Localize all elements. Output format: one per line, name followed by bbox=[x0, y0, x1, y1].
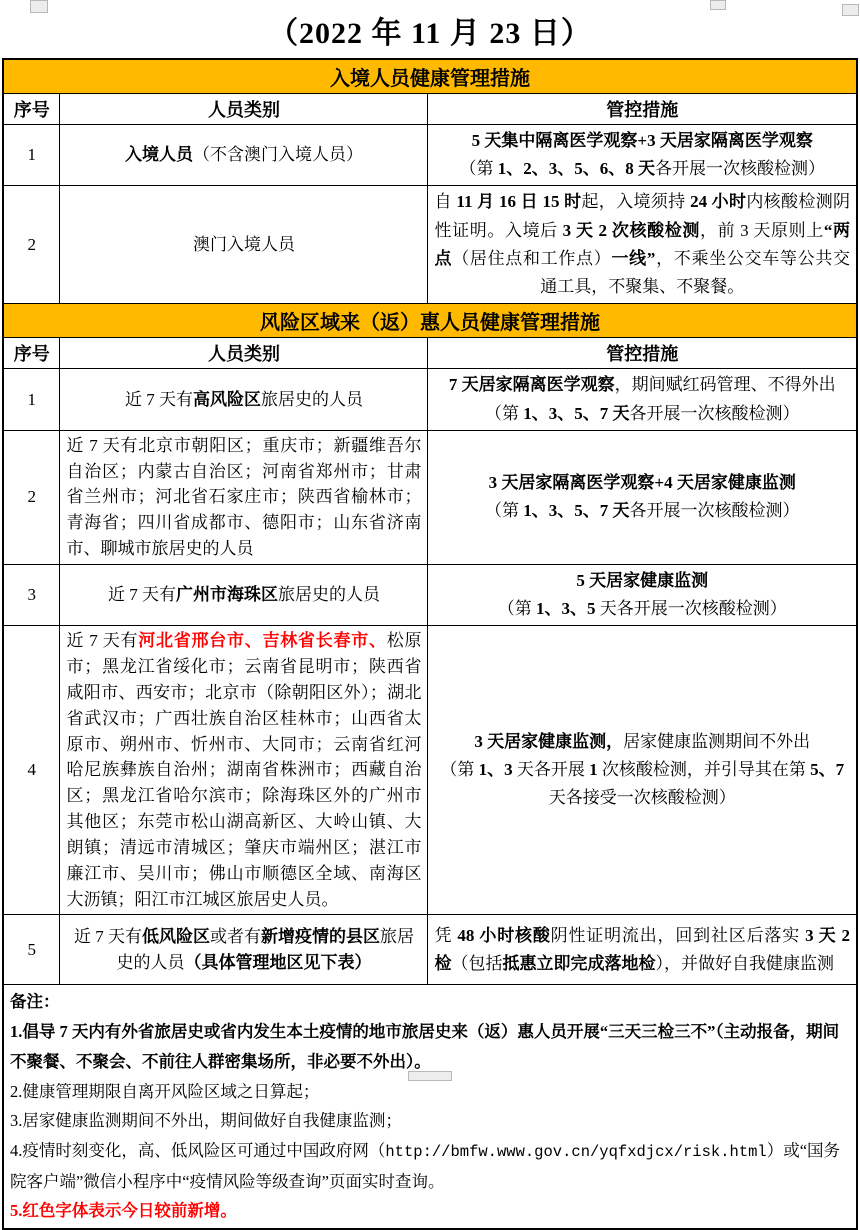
text-segment: 低风险区 bbox=[141, 927, 210, 947]
table-row bbox=[3, 915, 857, 985]
note-item bbox=[10, 1017, 850, 1076]
text-segment: 1 bbox=[589, 760, 598, 780]
notes-row bbox=[3, 985, 857, 1229]
text-segment: 一线” bbox=[611, 248, 656, 268]
text-segment: 1.倡导 7 天内有外省旅居史或省内发生本土疫情的地市旅居史来（返）惠人员开展“三天三检三不”（主动报备，期间不聚餐、不聚会、不前往人群密集场所，非必要不外出）。 bbox=[9, 1022, 840, 1071]
rich-text-line bbox=[434, 127, 850, 155]
text-segment: 3 天居家健康监测， bbox=[474, 732, 624, 752]
text-segment: 48 小时核酸 bbox=[457, 925, 551, 945]
text-segment: 河北省邢台市、吉林省长春市、 bbox=[138, 631, 387, 651]
row-number-cell: 5 bbox=[3, 915, 60, 985]
text-segment: 各开展一次核酸检测） bbox=[629, 403, 800, 423]
rich-text-line bbox=[434, 371, 850, 399]
text-segment: 5 天居家健康监测 bbox=[576, 570, 709, 590]
text-segment: 广州市海珠区 bbox=[175, 585, 278, 605]
section-header-row bbox=[3, 59, 857, 94]
person-category-cell bbox=[60, 125, 428, 186]
text-segment: 5.红色字体表示今日较前新增。 bbox=[9, 1201, 237, 1221]
table-row bbox=[3, 564, 857, 625]
person-category-cell bbox=[60, 915, 428, 985]
text-segment: 或者有 bbox=[209, 927, 261, 947]
text-segment: 近 7 天有 bbox=[107, 585, 176, 605]
text-segment: 旅居史的人员 bbox=[277, 585, 380, 605]
rich-text-line bbox=[434, 567, 850, 595]
screenshot-artifact bbox=[842, 4, 859, 16]
text-segment: 各开展一次核酸检测） bbox=[654, 159, 825, 179]
text-segment: 新增疫情的县区 bbox=[260, 927, 380, 947]
text-segment: 内核酸检测阴性证明。入境后 bbox=[434, 192, 851, 240]
text-segment: 4.疫情时刻变化，高、低风险区可通过中国政府网（ bbox=[9, 1140, 386, 1160]
text-segment: 近 7 天有 bbox=[73, 927, 142, 947]
table-row bbox=[3, 430, 857, 564]
rich-text-line bbox=[434, 155, 850, 183]
text-segment: （第 bbox=[459, 159, 498, 179]
text-segment: 阴性证明流出，回到社区后落实 bbox=[550, 925, 806, 945]
text-segment: 5、7 bbox=[810, 760, 845, 780]
column-header: 人员类别 bbox=[60, 338, 428, 369]
notes-block bbox=[3, 985, 857, 1229]
rich-text-line bbox=[66, 387, 421, 413]
section-title: 入境人员健康管理措施 bbox=[3, 59, 857, 94]
text-segment: 抵惠立即完成落地检 bbox=[502, 953, 656, 973]
rich-text-line bbox=[434, 756, 850, 812]
rich-text-line bbox=[434, 595, 850, 623]
screenshot-artifact bbox=[408, 1071, 452, 1081]
rich-text-line bbox=[10, 1136, 850, 1197]
text-segment: “两点 bbox=[434, 220, 851, 268]
control-measures-cell bbox=[428, 430, 857, 564]
note-item bbox=[10, 1106, 850, 1136]
screenshot-artifact bbox=[710, 0, 726, 10]
page-title: （2022 年 11 月 23 日） bbox=[268, 17, 592, 50]
table-row bbox=[3, 125, 857, 186]
column-header: 管控措施 bbox=[428, 338, 857, 369]
note-item bbox=[10, 1196, 850, 1226]
rich-text-line bbox=[66, 628, 421, 912]
rich-text-line bbox=[10, 1106, 850, 1136]
text-segment: 凭 bbox=[434, 925, 458, 945]
text-segment: 7 天居家隔离医学观察 bbox=[448, 375, 615, 395]
text-segment: 近 7 天有 bbox=[124, 389, 193, 409]
section-title: 风险区域来（返）惠人员健康管理措施 bbox=[3, 304, 857, 338]
row-number-cell: 1 bbox=[3, 369, 60, 430]
row-number-cell: 2 bbox=[3, 186, 60, 304]
rich-text-line bbox=[434, 728, 850, 756]
text-segment: 11 月 16 日 15 时 bbox=[456, 192, 582, 212]
control-measures-cell bbox=[428, 915, 857, 985]
text-segment: ），并做好自我健康监测 bbox=[655, 953, 834, 973]
control-measures-cell bbox=[428, 564, 857, 625]
rich-text-line bbox=[66, 142, 421, 168]
person-category-cell bbox=[60, 430, 428, 564]
text-segment: 各开展一次核酸检测） bbox=[629, 501, 800, 521]
text-segment: （第 bbox=[440, 760, 479, 780]
health-measures-table bbox=[2, 58, 858, 1230]
text-segment: （第 bbox=[497, 599, 536, 619]
text-segment: 3.居家健康监测期间不外出，期间做好自我健康监测； bbox=[9, 1111, 402, 1131]
text-segment: 天各接受一次核酸检测） bbox=[548, 788, 736, 808]
text-segment: 高风险区 bbox=[192, 389, 261, 409]
notes-label: 备注： bbox=[9, 992, 60, 1012]
text-segment: 3 天 2 次核酸检测 bbox=[562, 220, 700, 240]
text-segment: 天各开展一次核酸检测） bbox=[595, 599, 787, 619]
text-segment: 入境人员 bbox=[124, 145, 193, 165]
person-category-cell bbox=[60, 369, 428, 430]
rich-text-line bbox=[66, 232, 421, 258]
text-segment: 旅居史的人员 bbox=[116, 927, 414, 972]
text-segment: 松原市；黑龙江省绥化市；云南省昆明市；陕西省咸阳市、西安市；北京市（除朝阳区外）；湖北省武汉市；广西壮族自治区桂林市；山西省太原市、朔州市、忻州市、大同市；云南省红河哈尼族彝族自治州；湖南省株洲市；西藏自治区；黑龙江省哈尔滨市；除海珠区外的广州市其他区；东莞市松山湖高新区、大岭山镇、大朗镇；清远市清城区；肇庆市端州区；湛江市廉江市、吴川市；佛山市顺德区全域、南海区大沥镇；阳江市江城区旅居史人员。 bbox=[66, 631, 422, 909]
row-number-cell: 1 bbox=[3, 125, 60, 186]
rich-text-line bbox=[434, 469, 850, 497]
rich-text-line bbox=[434, 497, 850, 525]
column-header-row bbox=[3, 338, 857, 369]
text-segment: 自 bbox=[434, 192, 457, 212]
text-segment: 1、3 bbox=[478, 760, 513, 780]
text-segment: 居家健康监测期间不外出 bbox=[623, 732, 811, 752]
text-segment: 3 天居家隔离医学观察+4 天居家健康监测 bbox=[488, 473, 796, 493]
text-segment: 起，入境须持 bbox=[581, 192, 691, 212]
table-row bbox=[3, 186, 857, 304]
control-measures-cell bbox=[428, 626, 857, 915]
column-header: 管控措施 bbox=[428, 94, 857, 125]
control-measures-cell bbox=[428, 369, 857, 430]
control-measures-cell bbox=[428, 186, 857, 304]
column-header: 序号 bbox=[3, 338, 60, 369]
table-row bbox=[3, 626, 857, 915]
rich-text-line bbox=[66, 924, 421, 976]
row-number-cell: 4 bbox=[3, 626, 60, 915]
text-segment: 3 天 2 检 bbox=[434, 925, 851, 973]
text-segment: ，不乘坐公交车等公共交通工具，不聚集、不聚餐。 bbox=[540, 248, 851, 297]
text-segment: （第 bbox=[484, 501, 524, 521]
rich-text-line bbox=[434, 922, 850, 978]
section-header-row bbox=[3, 304, 857, 338]
column-header: 人员类别 bbox=[60, 94, 428, 125]
table-body bbox=[3, 59, 857, 1229]
text-segment: 1、3、5、7 天 bbox=[523, 501, 630, 521]
text-segment: 天各开展 bbox=[512, 760, 590, 780]
text-segment: http://bmfw.www.gov.cn/yqfxdjcx/risk.html bbox=[385, 1142, 767, 1161]
row-number-cell: 2 bbox=[3, 430, 60, 564]
text-segment: （具体管理地区见下表） bbox=[184, 952, 372, 972]
person-category-cell bbox=[60, 186, 428, 304]
text-segment: 近 7 天有北京市朝阳区；重庆市；新疆维吾尔自治区；内蒙古自治区；河南省郑州市；甘肃省兰州市；河北省石家庄市；陕西省榆林市；青海省；四川省成都市、德阳市；山东省济南市、聊城市旅居史的人员 bbox=[66, 435, 422, 559]
table-row bbox=[3, 369, 857, 430]
text-segment: （包括 bbox=[451, 953, 503, 973]
text-segment: 24 小时 bbox=[690, 192, 747, 212]
rich-text-line bbox=[434, 188, 850, 301]
text-segment: 5 天集中隔离医学观察+3 天居家隔离医学观察 bbox=[471, 131, 813, 150]
text-segment: 旅居史的人员 bbox=[260, 389, 363, 409]
text-segment: （第 bbox=[484, 403, 524, 423]
text-segment: （居住点和工作点） bbox=[452, 248, 612, 268]
row-number-cell: 3 bbox=[3, 564, 60, 625]
person-category-cell bbox=[60, 564, 428, 625]
text-segment: 近 7 天有 bbox=[66, 631, 139, 651]
note-item bbox=[10, 1136, 850, 1197]
text-segment: 次核酸检测，并引导其在第 bbox=[597, 760, 811, 780]
screenshot-artifact bbox=[30, 0, 48, 13]
text-segment: ，前 3 天原则上 bbox=[699, 220, 824, 240]
text-segment: 1、3、5、7 天 bbox=[523, 403, 630, 423]
rich-text-line bbox=[434, 400, 850, 428]
rich-text-line bbox=[10, 1017, 850, 1076]
control-measures-cell bbox=[428, 125, 857, 186]
rich-text-line bbox=[10, 1196, 850, 1226]
rich-text-line bbox=[66, 582, 421, 608]
text-segment: 1、2、3、5、6、8 天 bbox=[497, 159, 655, 179]
text-segment: ）或“国务院客户端”微信小程序中“疫情风险等级查询”页面实时查询。 bbox=[9, 1140, 841, 1191]
rich-text-line bbox=[66, 433, 421, 562]
column-header: 序号 bbox=[3, 94, 60, 125]
text-segment: 1、3、5 bbox=[535, 599, 596, 619]
text-segment: （不含澳门入境人员） bbox=[192, 145, 363, 165]
text-segment: 2.健康管理期限自离开风险区域之日算起； bbox=[9, 1081, 320, 1101]
person-category-cell bbox=[60, 626, 428, 915]
text-segment: ，期间赋红码管理、不得外出 bbox=[614, 375, 836, 395]
column-header-row bbox=[3, 94, 857, 125]
text-segment: 澳门入境人员 bbox=[192, 234, 295, 254]
